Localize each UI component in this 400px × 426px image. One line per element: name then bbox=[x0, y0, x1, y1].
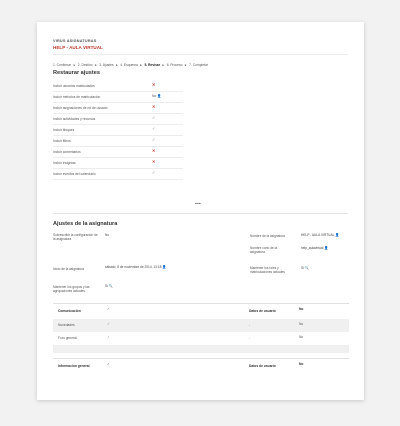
check-icon: ✓ bbox=[152, 137, 156, 142]
lock-person-icon: 👤 bbox=[335, 233, 340, 237]
setting-label: Incluir asignaciones de rol de usuario bbox=[53, 106, 108, 110]
setting-label: Incluir métodos de matriculación bbox=[53, 95, 101, 99]
check-icon: ✓ bbox=[107, 362, 110, 366]
check-icon: ✓ bbox=[152, 126, 156, 131]
userdata-value: No bbox=[299, 335, 304, 339]
step-complete: 7. Completar bbox=[189, 63, 208, 67]
setting-label: Incluir eventos del calendario bbox=[53, 172, 96, 176]
table-row bbox=[53, 319, 349, 332]
overwrite-config-value bbox=[105, 233, 109, 237]
setting-value-text: No bbox=[152, 94, 157, 98]
setting-row-enrolments bbox=[53, 92, 183, 103]
cross-icon: ✕ bbox=[152, 159, 156, 164]
fullname-text: HELP - AULA VIRTUAL bbox=[301, 233, 335, 237]
step-arrow-icon: ► bbox=[114, 63, 120, 67]
step-destination: 2. Destino bbox=[77, 63, 93, 67]
setting-label: Incluir insignias bbox=[53, 161, 76, 165]
userdata-value: No bbox=[299, 322, 304, 326]
restore-settings-heading: Restaurar ajustes bbox=[53, 70, 100, 76]
overwrite-config-text: No bbox=[105, 233, 110, 237]
restore-settings-list bbox=[53, 81, 183, 180]
setting-row-users bbox=[53, 81, 183, 92]
startdate-label: Inicio de la asignatura bbox=[53, 267, 85, 271]
activity-name: Foro general bbox=[58, 336, 77, 340]
cross-icon: ✕ bbox=[152, 104, 156, 109]
userdata-value: No bbox=[299, 307, 304, 311]
lock-person-icon: 👤 bbox=[157, 94, 162, 98]
setting-row-comments bbox=[53, 147, 183, 158]
course-category-label: VIRUS ASIGNATURAS bbox=[53, 39, 97, 43]
overwrite-config-label: Sobrescribir la configuración de la asignatura bbox=[53, 233, 98, 242]
userdata-label: Datos de usuario bbox=[249, 309, 276, 313]
startdate-text: sábado, 8 de noviembre de 2014, 13:18 bbox=[105, 265, 162, 269]
keep-groups-text: Sí bbox=[105, 284, 109, 288]
cross-icon: ✕ bbox=[152, 148, 156, 153]
section-divider bbox=[53, 213, 348, 214]
step-settings: 3. Ajustes bbox=[99, 63, 114, 67]
fullname-value bbox=[301, 233, 339, 237]
setting-row-badges bbox=[53, 158, 183, 169]
setting-label: Incluir bloques bbox=[53, 128, 75, 132]
step-schema: 4. Esquema bbox=[120, 63, 138, 67]
setting-row-activities bbox=[53, 114, 183, 125]
startdate-value bbox=[105, 265, 166, 269]
lock-person-icon: 👤 bbox=[162, 265, 167, 269]
shortname-value bbox=[301, 246, 328, 250]
cross-icon: ✕ bbox=[152, 82, 156, 87]
header-divider bbox=[53, 54, 348, 55]
setting-label: Incluir actividades y recursos bbox=[53, 117, 96, 121]
setting-value bbox=[152, 94, 161, 98]
keep-roles-text: Sí bbox=[301, 266, 305, 270]
shortname-label: Nombre corto de la asignatura bbox=[250, 246, 278, 255]
collapsed-section-ellipsis[interactable]: ... bbox=[195, 199, 201, 206]
course-settings-heading: Ajustes de la asignatura bbox=[53, 221, 118, 227]
section-name: Comunicación bbox=[58, 309, 81, 313]
userdata-label: Datos de usuario bbox=[249, 364, 276, 368]
table-row-section bbox=[53, 359, 349, 374]
keep-groups-label: Mantener los grupos y las agrupaciones actuales bbox=[53, 285, 90, 294]
setting-row-role-assignments bbox=[53, 103, 183, 114]
section-table-general bbox=[53, 358, 349, 374]
setting-row-blocks bbox=[53, 125, 183, 136]
lock-person-icon: 👤 bbox=[324, 246, 329, 250]
search-icon: 🔍 bbox=[304, 266, 310, 270]
check-icon: ✓ bbox=[107, 335, 110, 339]
keep-roles-value bbox=[301, 266, 309, 270]
userdata-label: - bbox=[249, 336, 251, 340]
keep-roles-label: Mantener los roles y matriculaciones actuales bbox=[250, 266, 285, 275]
shortname-text: help_aulavirtual bbox=[301, 246, 324, 250]
step-process: 6. Proceso bbox=[166, 63, 183, 67]
keep-groups-value bbox=[105, 284, 113, 288]
step-arrow-icon: ► bbox=[138, 63, 144, 67]
setting-label: Incluir comentarios bbox=[53, 150, 81, 154]
userdata-value: No bbox=[299, 362, 304, 366]
step-review-current: 5. Revisar bbox=[144, 63, 161, 67]
section-name: Información general bbox=[58, 364, 90, 368]
check-icon: ✓ bbox=[107, 307, 110, 311]
activity-name: Novedades bbox=[58, 323, 75, 327]
search-icon: 🔍 bbox=[108, 284, 114, 288]
check-icon: ✓ bbox=[152, 170, 156, 175]
restore-review-sheet bbox=[37, 22, 364, 400]
table-row bbox=[53, 332, 349, 345]
step-arrow-icon: ► bbox=[72, 63, 77, 67]
table-row-spacer bbox=[53, 345, 349, 353]
step-arrow-icon: ► bbox=[93, 63, 99, 67]
check-icon: ✓ bbox=[152, 115, 156, 120]
section-table-communication bbox=[53, 303, 349, 353]
fullname-label: Nombre de la asignatura bbox=[250, 234, 285, 238]
check-icon: ✓ bbox=[107, 322, 110, 326]
step-arrow-icon: ► bbox=[183, 63, 189, 67]
step-confirm: 1. Confirmar bbox=[53, 63, 72, 67]
setting-row-filters bbox=[53, 136, 183, 147]
userdata-label: - bbox=[249, 323, 251, 327]
step-arrow-icon: ► bbox=[161, 63, 166, 67]
restore-steps-breadcrumb bbox=[53, 63, 208, 67]
setting-label: Incluir usuarios matriculados bbox=[53, 84, 95, 88]
table-row-section bbox=[53, 304, 349, 319]
setting-label: Incluir filtros bbox=[53, 139, 71, 143]
page-title: HELP - AULA VIRTUAL bbox=[53, 45, 103, 50]
setting-row-calendar bbox=[53, 169, 183, 180]
